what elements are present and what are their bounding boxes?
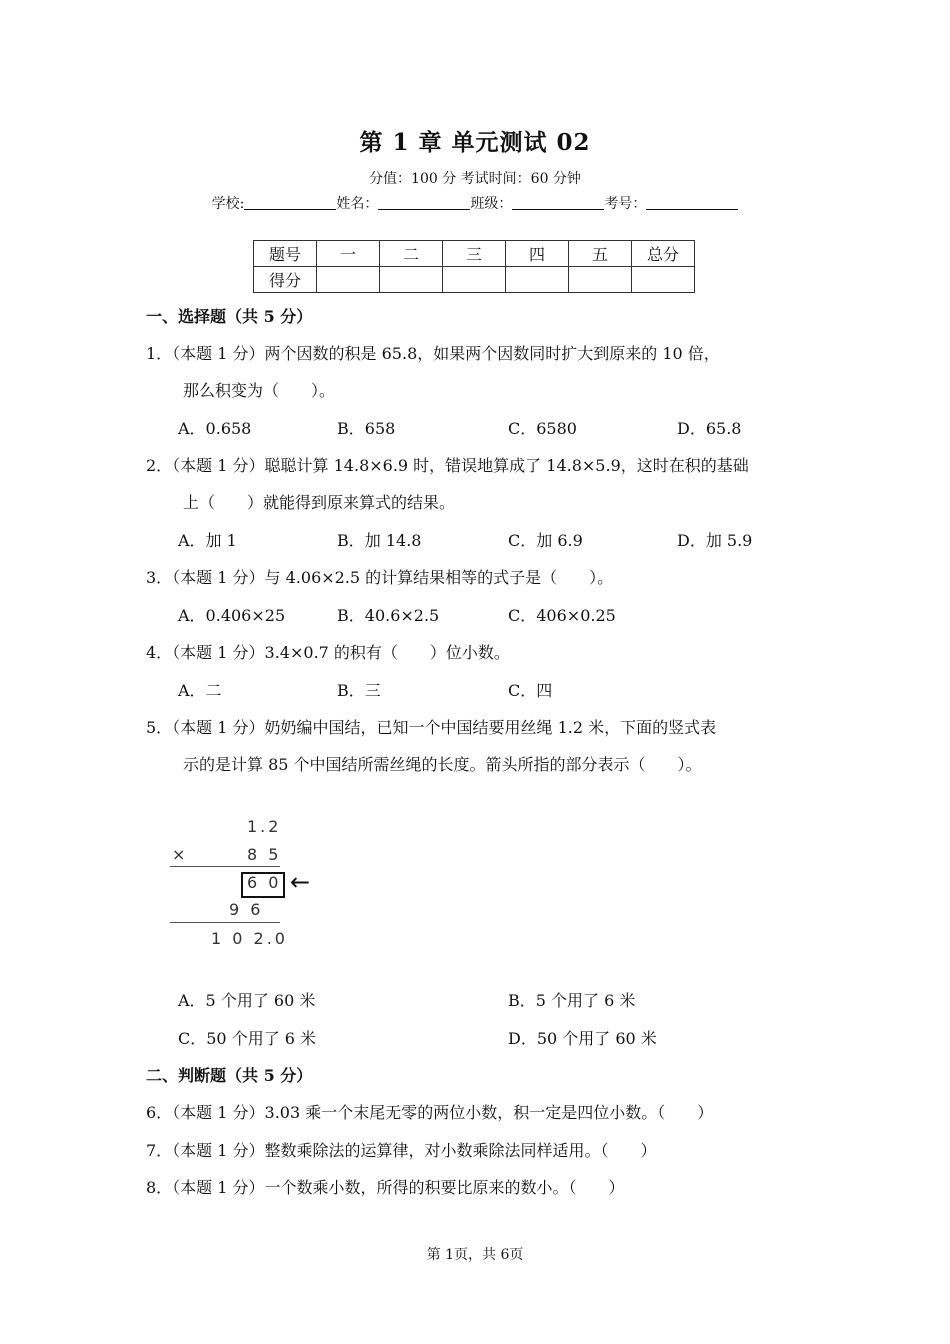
section-2-title: 二、判断题（共 5 分） [146,1066,313,1085]
table-cell: 题号 [254,241,317,267]
q1-option-b[interactable]: B．658 [337,419,396,438]
score-cell[interactable] [506,267,569,293]
exam-number-label: 考号： [604,196,647,212]
score-cell[interactable] [317,267,380,293]
question-8: 8．（本题 1 分）一个数乘小数，所得的积要比原来的数小。（ ） [146,1178,625,1197]
calc-multiplier: 8 5 [247,845,282,864]
q4-option-c[interactable]: C．四 [508,681,553,700]
calc-times-sign: × [172,845,189,864]
q2-option-c[interactable]: C．加 6.9 [508,531,583,550]
calc-partial-product-2: 9 6 [229,900,264,919]
calc-partial-product-1: 6 0 [247,873,282,892]
table-cell: 得分 [254,267,317,293]
q4-option-b[interactable]: B．三 [337,681,381,700]
class-label: 班级： [470,196,513,212]
q3-option-b[interactable]: B．40.6×2.5 [337,606,440,625]
question-1-line-2: 那么积变为（ ）。 [183,381,336,400]
question-3-line-1: 3．（本题 1 分）与 4.06×2.5 的计算结果相等的式子是（ ）。 [146,568,614,587]
q5-option-d[interactable]: D．50 个用了 60 米 [508,1029,657,1048]
name-label: 姓名： [336,196,379,212]
score-cell[interactable] [443,267,506,293]
calc-line-1 [170,866,280,867]
q2-option-b[interactable]: B．加 14.8 [337,531,422,550]
table-cell: 二 [380,241,443,267]
question-5-line-2: 示的是计算 85 个中国结所需丝绳的长度。箭头所指的部分表示（ ）。 [183,755,702,774]
q5-option-b[interactable]: B．5 个用了 6 米 [508,991,636,1010]
score-table-header-row [254,241,695,267]
section-1-title: 一、选择题（共 5 分） [146,307,313,326]
score-cell[interactable] [380,267,443,293]
arrow-left-icon: ← [290,868,311,896]
q3-option-a[interactable]: A．0.406×25 [178,606,286,625]
calc-multiplicand: 1.2 [247,817,282,836]
school-blank[interactable] [244,195,336,210]
q1-option-d[interactable]: D．65.8 [677,419,742,438]
calc-result: 1 0 2.0 [211,929,288,948]
question-5-line-1: 5．（本题 1 分）奶奶编中国结，已知一个中国结要用丝绳 1.2 米，下面的竖式表 [146,718,717,737]
question-2-line-1: 2．（本题 1 分）聪聪计算 14.8×6.9 时，错误地算成了 14.8×5.9，这时在积的基础 [146,456,749,475]
page-footer: 第 1页，共 6页 [426,1247,524,1263]
q5-option-a[interactable]: A．5 个用了 60 米 [178,991,316,1010]
table-cell: 三 [443,241,506,267]
q5-option-c[interactable]: C．50 个用了 6 米 [178,1029,317,1048]
table-cell: 五 [569,241,632,267]
table-cell: 一 [317,241,380,267]
q2-option-d[interactable]: D．加 5.9 [677,531,753,550]
question-1-line-1: 1．（本题 1 分）两个因数的积是 65.8，如果两个因数同时扩大到原来的 10 倍， [146,344,720,363]
score-table [253,240,695,293]
question-7: 7．（本题 1 分）整数乘除法的运算律，对小数乘除法同样适用。（ ） [146,1141,657,1160]
question-4-line-1: 4．（本题 1 分）3.4×0.7 的积有（ ）位小数。 [146,643,510,662]
q1-option-a[interactable]: A．0.658 [178,419,252,438]
page-title: 第 1 章 单元测试 02 [359,129,591,156]
class-blank[interactable] [512,195,604,210]
student-info-line [0,193,950,213]
q3-option-c[interactable]: C．406×0.25 [508,606,616,625]
calc-line-2 [170,922,280,923]
q2-option-a[interactable]: A．加 1 [178,531,237,550]
school-label: 学校: [211,196,245,212]
score-cell[interactable] [569,267,632,293]
score-table-score-row [254,267,695,293]
question-6: 6．（本题 1 分）3.03 乘一个末尾无零的两位小数，积一定是四位小数。（ ） [146,1103,714,1122]
name-blank[interactable] [378,195,470,210]
question-2-line-2: 上（ ）就能得到原来算式的结果。 [183,493,456,512]
exam-number-blank[interactable] [646,195,738,210]
exam-meta: 分值：100 分 考试时间：60 分钟 [369,171,581,187]
table-cell: 四 [506,241,569,267]
q4-option-a[interactable]: A．二 [178,681,222,700]
q1-option-c[interactable]: C．6580 [508,419,577,438]
score-cell[interactable] [632,267,695,293]
table-cell: 总分 [632,241,695,267]
